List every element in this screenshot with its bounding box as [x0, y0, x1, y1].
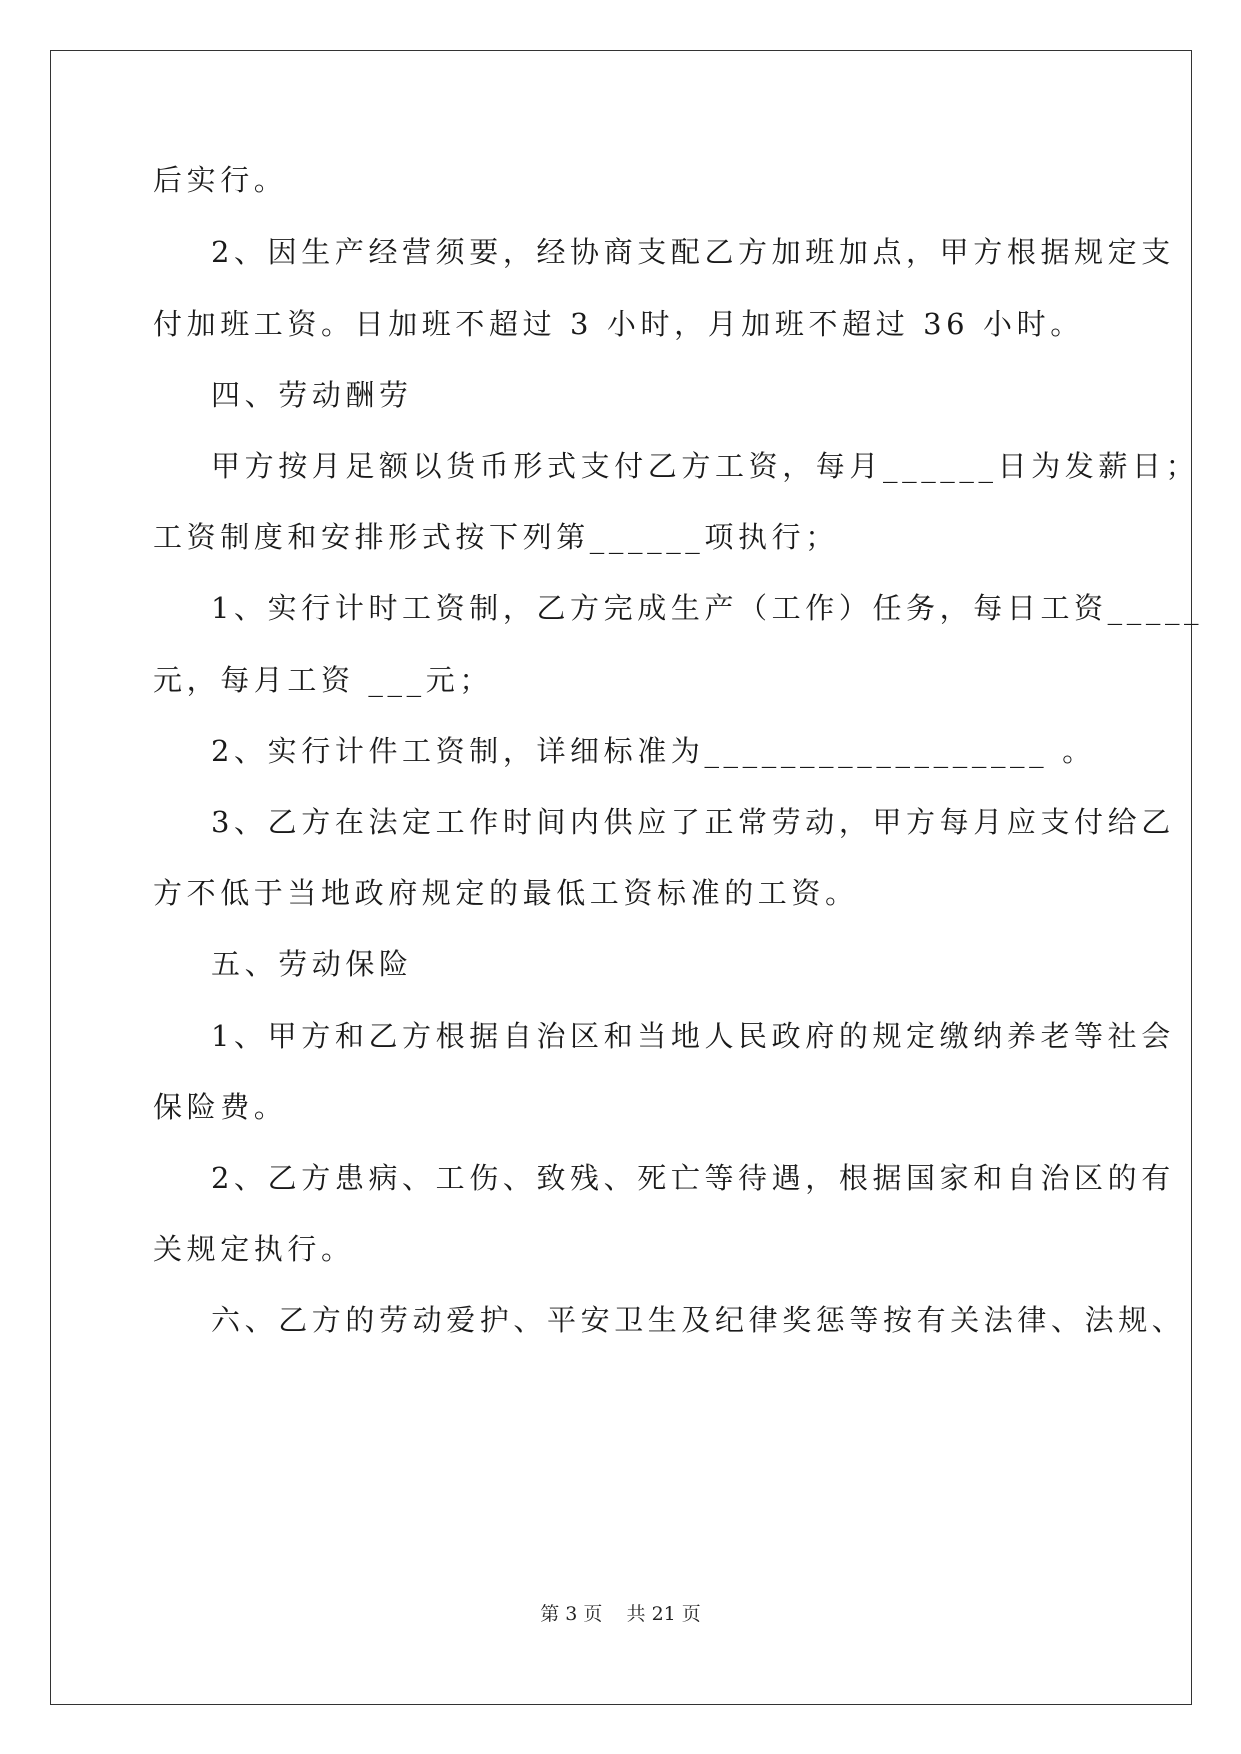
- text-line: 付加班工资。日加班不超过 3 小时，月加班不超过 36 小时。: [153, 307, 1084, 341]
- page-number-footer: 第 3 页 共 21 页: [540, 1603, 701, 1625]
- section-heading: 六、乙方的劳动爱护、平安卫生及纪律奖惩等按有关法律、法规、: [211, 1303, 1186, 1337]
- text-line: 工资制度和安排形式按下列第______项执行；: [153, 520, 839, 554]
- text-line: 3、乙方在法定工作时间内供应了正常劳动，甲方每月应支付给乙: [211, 805, 1175, 839]
- text-line: 方不低于当地政府规定的最低工资标准的工资。: [153, 876, 859, 910]
- text-line: 2、乙方患病、工伤、致残、死亡等待遇，根据国家和自治区的有: [211, 1161, 1175, 1195]
- text-line: 关规定执行。: [153, 1232, 355, 1266]
- text-line: 1、实行计时工资制，乙方完成生产（工作）任务，每日工资_____: [211, 591, 1204, 625]
- text-line: 2、因生产经营须要，经协商支配乙方加班加点，甲方根据规定支: [211, 235, 1175, 269]
- section-heading: 四、劳动酬劳: [211, 378, 413, 412]
- section-heading: 五、劳动保险: [211, 947, 413, 981]
- text-line: 1、甲方和乙方根据自治区和当地人民政府的规定缴纳养老等社会: [211, 1019, 1175, 1053]
- text-line: 甲方按月足额以货币形式支付乙方工资，每月______日为发薪日；: [211, 449, 1200, 483]
- text-line: 2、实行计件工资制，详细标准为__________________ 。: [211, 734, 1096, 768]
- text-line: 保险费。: [153, 1090, 288, 1124]
- text-line: 元，每月工资 ___元；: [153, 663, 493, 697]
- text-line: 后实行。: [153, 163, 288, 197]
